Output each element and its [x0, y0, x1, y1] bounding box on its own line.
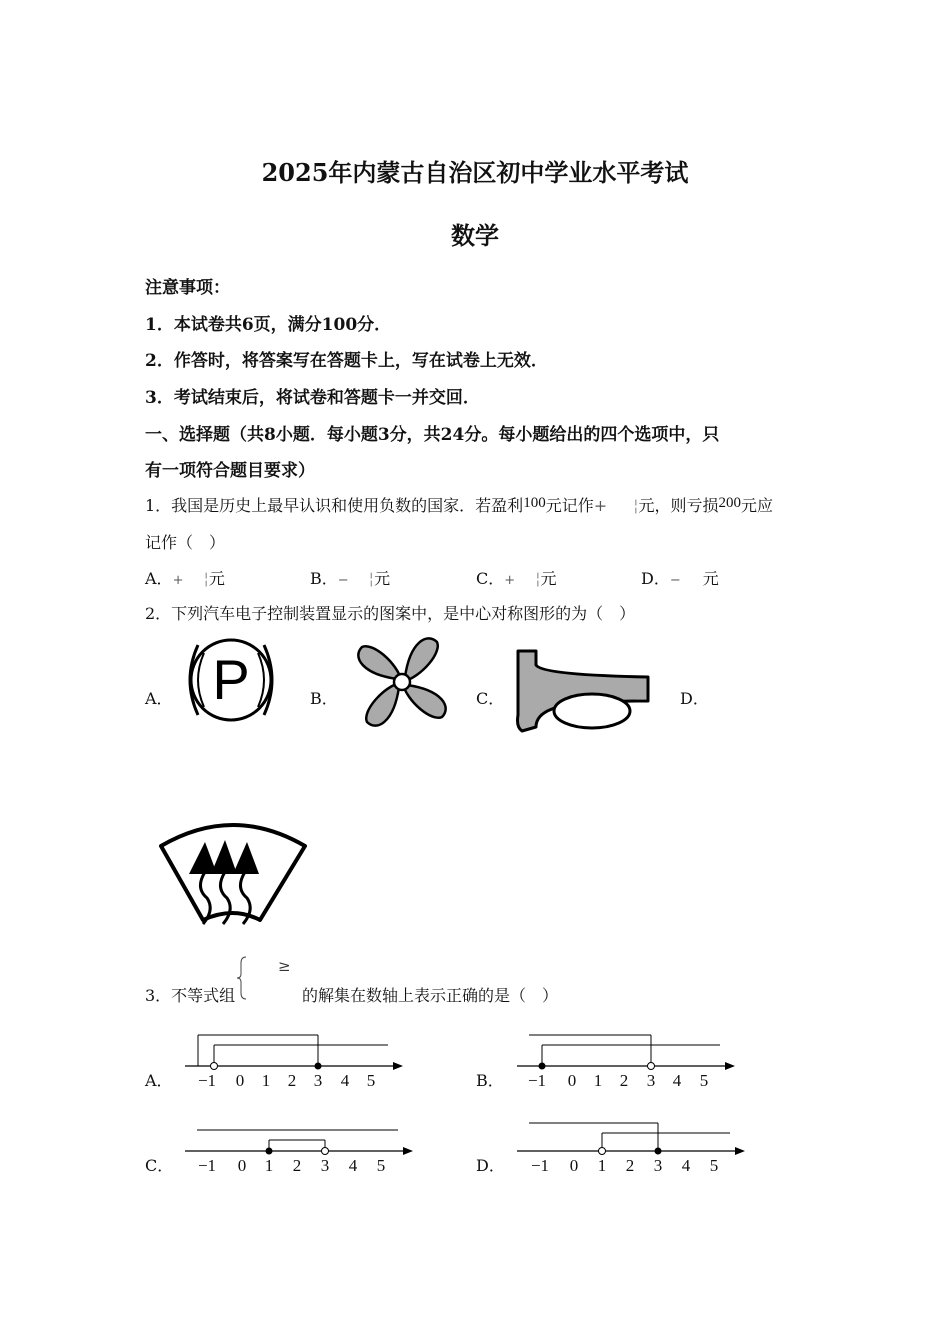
- number-line-d: [517, 1115, 752, 1177]
- q1-part3: 元，则亏损: [638, 496, 719, 515]
- tick-label: 0: [235, 1071, 245, 1090]
- tick-label: 2: [619, 1071, 629, 1090]
- tick-label: 0: [569, 1156, 579, 1175]
- number-line-c: [185, 1115, 420, 1177]
- q1-option-b[interactable]: B．− ¦元: [310, 569, 391, 588]
- q3-suffix: 的解集在数轴上表示正确的是（ ）: [302, 986, 559, 1005]
- q3-option-b-label[interactable]: B．: [476, 1071, 504, 1090]
- q3-option-a-label[interactable]: A．: [145, 1071, 173, 1090]
- subject-title: 数学: [451, 221, 499, 250]
- tick-label: 5: [366, 1071, 376, 1090]
- notice-item: 1．本试卷共6页，满分100分．: [145, 315, 392, 335]
- option-unit: 元: [374, 569, 391, 588]
- section-heading-line1: 一、选择题（共8小题．每小题3分，共24分。每小题给出的四个选项中，只: [145, 425, 720, 445]
- exam-title: 2025年内蒙古自治区初中学业水平考试: [261, 158, 689, 187]
- tick-label: 2: [292, 1156, 302, 1175]
- option-label: D．: [641, 569, 670, 588]
- q2-option-c-label[interactable]: C．: [476, 689, 505, 708]
- q3-option-c-label[interactable]: C．: [145, 1156, 174, 1175]
- tick-label: −1: [530, 1156, 550, 1175]
- tick-label: 3: [313, 1071, 323, 1090]
- tick-label: 1: [597, 1156, 607, 1175]
- windshield-defrost-icon: [155, 818, 310, 928]
- fan-icon: [345, 630, 460, 735]
- q2-option-a-label[interactable]: A．: [145, 689, 173, 708]
- tick-label: 1: [593, 1071, 603, 1090]
- parking-brake-icon: [180, 635, 295, 725]
- option-sign: +: [504, 573, 516, 588]
- option-sign: −: [337, 573, 349, 588]
- tick-label: 0: [237, 1156, 247, 1175]
- q1-option-c[interactable]: C．+ ¦元: [476, 569, 557, 588]
- q2-option-b-label[interactable]: B．: [310, 689, 338, 708]
- tick-label: 3: [320, 1156, 330, 1175]
- notice-heading: 注意事项：: [145, 278, 230, 298]
- q1-plus-sign: +: [593, 496, 608, 515]
- q1-text: 1．我国是历史上最早认识和使用负数的国家．若盈利100元记作+ ¦元，则亏损200元应: [145, 495, 774, 515]
- q2-text: 2．下列汽车电子控制装置显示的图案中，是中心对称图形的为（ ）: [145, 604, 636, 623]
- tick-label: −1: [197, 1071, 217, 1090]
- notice-item: 3．考试结束后，将试卷和答题卡一并交回．: [145, 388, 480, 408]
- tick-label: 2: [625, 1156, 635, 1175]
- number-line-a: [185, 1030, 410, 1092]
- option-unit: 元: [208, 569, 225, 588]
- tick-label: 4: [681, 1156, 691, 1175]
- parking-letter: P: [212, 648, 250, 711]
- q1-option-d[interactable]: [641, 566, 719, 589]
- tick-label: 4: [340, 1071, 350, 1090]
- tick-label: 0: [567, 1071, 577, 1090]
- q3-prefix: 3．不等式组: [145, 986, 236, 1005]
- section-heading-line2: 有一项符合题目要求）: [145, 461, 315, 481]
- option-label: B．: [310, 569, 338, 588]
- tick-label: −1: [197, 1156, 217, 1175]
- option-unit: 元: [702, 569, 719, 588]
- option-sign: +: [172, 573, 184, 588]
- tick-label: 4: [672, 1071, 682, 1090]
- tick-label: 5: [376, 1156, 386, 1175]
- q3-geq-sign: ≥: [278, 957, 291, 975]
- q3-option-d-label[interactable]: D．: [476, 1156, 505, 1175]
- tick-label: 2: [287, 1071, 297, 1090]
- notice-item: 2．作答时，将答案写在答题卡上，写在试卷上无效．: [145, 351, 548, 371]
- tick-label: 1: [264, 1156, 274, 1175]
- tick-label: 1: [261, 1071, 271, 1090]
- tick-label: 3: [646, 1071, 656, 1090]
- q1-part1: 1．我国是历史上最早认识和使用负数的国家．若盈利: [145, 496, 524, 515]
- q1-part4: 元应: [741, 496, 774, 515]
- horn-icon: [512, 645, 657, 737]
- q1-option-a[interactable]: A．+ ¦元: [145, 569, 225, 588]
- number-line-b: [517, 1030, 742, 1092]
- option-sign: −: [669, 573, 681, 588]
- q1-part2: 元记作: [545, 496, 594, 515]
- tick-label: −1: [527, 1071, 547, 1090]
- tick-label: 3: [653, 1156, 663, 1175]
- option-label: A．: [145, 569, 173, 588]
- q1-text-line2: 记作（ ）: [145, 533, 226, 552]
- q1-value-100: 100: [523, 495, 546, 511]
- tick-label: 4: [348, 1156, 358, 1175]
- option-label: C．: [476, 569, 505, 588]
- brace-symbol: [236, 955, 256, 1001]
- option-unit: 元: [540, 569, 557, 588]
- tick-label: 5: [709, 1156, 719, 1175]
- q2-option-d-label[interactable]: D．: [680, 689, 709, 708]
- q1-value-200: 200: [718, 495, 742, 511]
- tick-label: 5: [699, 1071, 709, 1090]
